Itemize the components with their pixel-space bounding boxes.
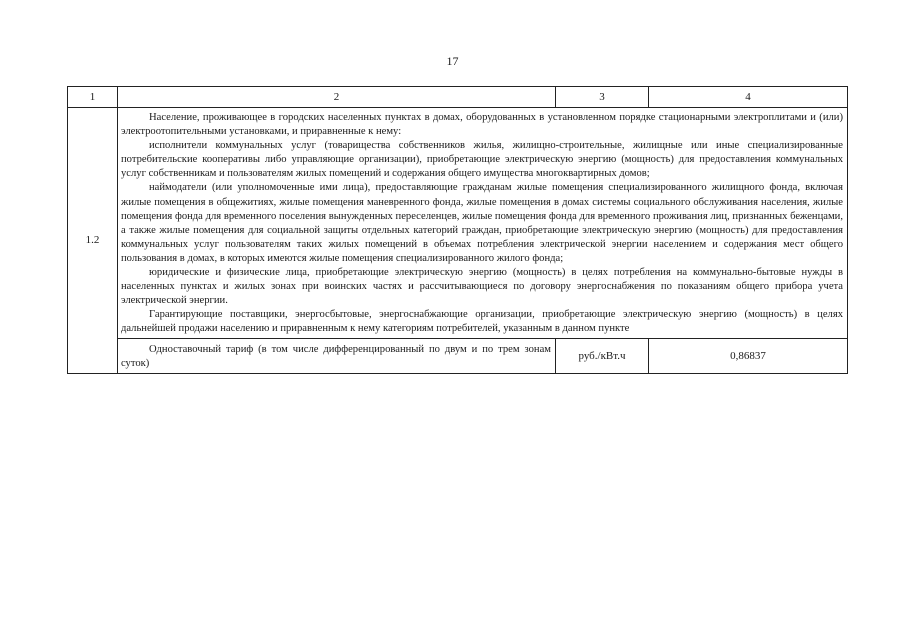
- header-col-4: 4: [649, 87, 848, 108]
- header-col-3: 3: [556, 87, 649, 108]
- header-col-2: 2: [118, 87, 556, 108]
- description-paragraph: юридические и физические лица, приобретающие электрическую энергию (мощность) в целях потребления на коммунально-бытовые нужды в населенных пунктах и жилых зонах при воинских частях и рассчитывающиеся по договору энергоснабжения по показаниям общего прибора учета электрической энергии.: [121, 267, 843, 307]
- row-description: [118, 108, 848, 339]
- table-header-row: [68, 87, 848, 108]
- table-row: [68, 108, 848, 339]
- row-number: 1.2: [68, 108, 118, 374]
- tariff-unit: руб./кВт.ч: [556, 338, 649, 373]
- tariff-subrow: [68, 338, 848, 373]
- description-paragraph: исполнители коммунальных услуг (товарищества собственников жилья, жилищно-строительные, жилищные или иные специализированные потребительские кооперативы либо управляющие организации), приобретающие электрическую энергию (мощность) для предоставления коммунальных услуг собственникам и пользователям жилых помещений и содержания общего имущества многоквартирных домов;: [121, 140, 843, 180]
- description-paragraph: наймодатели (или уполномоченные ими лица), предоставляющие гражданам жилые помещения специализированного жилищного фонда, включая жилые помещения в общежитиях, жилые помещения маневренного фонда, жилые помещения в домах системы социального обслуживания населения, жилые помещения фонда для временного поселения вынужденных переселенцев, жилые помещения фонда для временного проживания лиц, признанных беженцами, а также жилые помещения для социальной защиты отдельных категорий граждан, приобретающие электрическую энергию (мощность) для предоставления коммунальных услуг пользователям таких жилых помещений в объемах потребления электрической энергии населением и содержания мест общего пользования в домах, в которых имеются жилые помещения специализированного жилого фонда;: [121, 182, 843, 264]
- header-col-1: 1: [68, 87, 118, 108]
- description-paragraph: Гарантирующие поставщики, энергосбытовые, энергоснабжающие организации, приобретающие электрическую энергию (мощность) в целях дальнейшей продажи населению и приравненным к нему категориям потребителей, указанным в данном пункте: [121, 309, 843, 335]
- tariff-table: [67, 86, 848, 374]
- tariff-label: Одноставочный тариф (в том числе дифференцированный по двум и по трем зонам суток): [118, 338, 556, 373]
- tariff-value: 0,86837: [649, 338, 848, 373]
- page-number: 17: [446, 54, 459, 68]
- description-paragraph: Население, проживающее в городских населенных пунктах в домах, оборудованных в установленном порядке стационарными электроплитами и (или) электроотопительными установками, и приравненные к нему:: [121, 112, 843, 138]
